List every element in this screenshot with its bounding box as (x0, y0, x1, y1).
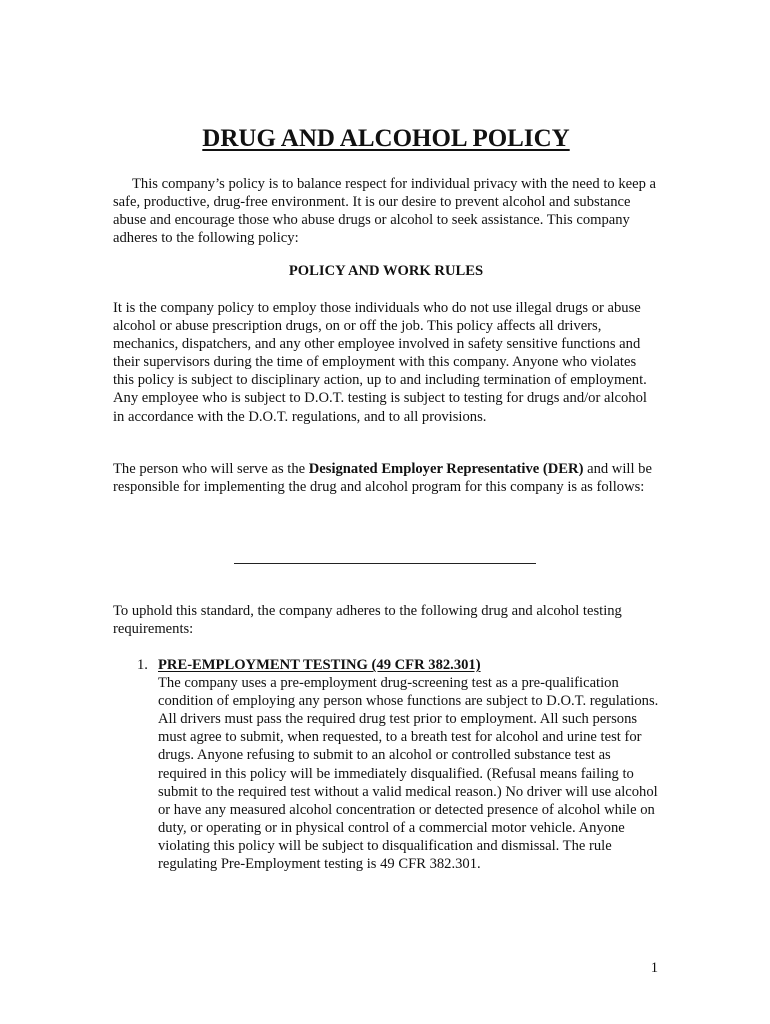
der-paragraph (113, 460, 659, 496)
der-paragraph-after: and will be responsible for implementing the drug and alcohol program for this company is as follows: (113, 461, 652, 496)
section-heading-policy-work-rules: POLICY AND WORK RULES (288, 263, 484, 279)
der-blank-line[interactable] (234, 563, 536, 564)
der-term: Designated Employer Representative (DER) (308, 461, 584, 477)
page-number: 1 (650, 960, 658, 976)
policy-paragraph: It is the company policy to employ those individuals who do not use illegal drugs or abuse alcohol or abuse prescription drugs, on or off the job. This policy affects all drivers, mechanics, dispatchers, and any other employee involved in safety sensitive functions and their supervisors during the time of employment with this company. Anyone who violates this policy is subject to disciplinary action, up to and including termination of employment. Any employee who is subject to D.O.T. testing is subject to testing for drugs and/or alcohol in accordance with the D.O.T. regulations, and to all provisions. (113, 300, 647, 425)
list-item-heading: PRE-EMPLOYMENT TESTING (49 CFR 382.301) (158, 657, 481, 673)
list-item-number: 1. (137, 657, 148, 673)
document-title: DRUG AND ALCOHOL POLICY (202, 125, 570, 152)
der-paragraph-before: The person who will serve as the (113, 461, 309, 477)
list-item-body (158, 656, 659, 873)
intro-paragraph: This company’s policy is to balance respect for individual privacy with the need to keep a safe, productive, drug-free environment. It is our desire to prevent alcohol and substance abuse and encourage those who abuse drugs or alcohol to seek assistance. This company adheres to the following policy: (113, 176, 656, 247)
testing-intro-paragraph: To uphold this standard, the company adheres to the following drug and alcohol testing requirements: (113, 603, 622, 638)
list-item-text: The company uses a pre-employment drug-screening test as a pre-qualification condition of employing any person whose functions are subject to D.O.T. regulations. All drivers must pass the required drug test prior to employment. All such persons must agree to submit, when requested, to a breath test for alcohol and urine test for drugs. Anyone refusing to submit to an alcohol or controlled substance test as required in this policy will be immediately disqualified. (Refusal means failing to submit to the required test without a valid medical reason.) No driver will use alcohol or have any measured alcohol concentration or detected presence of alcohol while on duty, or operating or in physical control of a commercial motor vehicle. Anyone violating this policy will be subject to disqualification and dismissal. The rule regulating Pre-Employment testing is 49 CFR 382.301. (158, 675, 659, 873)
